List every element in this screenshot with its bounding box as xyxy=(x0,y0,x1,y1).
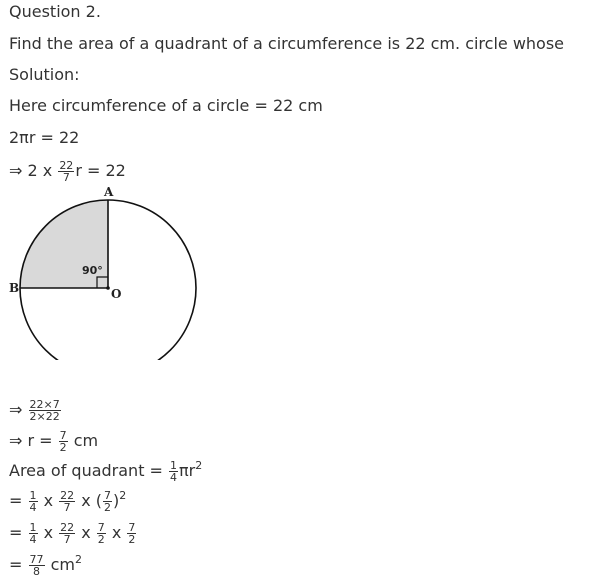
exponent: 2 xyxy=(74,553,82,566)
fraction-numerator: 1 xyxy=(29,489,37,502)
step-lead: = xyxy=(9,491,28,510)
times-sign: x xyxy=(76,523,96,542)
fraction-denominator: 2×22 xyxy=(29,410,60,423)
fraction-denominator: 2 xyxy=(59,441,67,454)
fraction-7-2 xyxy=(59,430,68,453)
fraction-77-8 xyxy=(29,554,45,577)
fraction-22x7-2x22 xyxy=(29,399,61,422)
problem-statement: Find the area of a quadrant of a circumference is 22 cm. circle whose xyxy=(9,34,565,53)
solution-label: Solution: xyxy=(9,65,80,84)
fraction-denominator: 4 xyxy=(29,501,37,514)
angle-label: 90° xyxy=(82,264,103,277)
fraction-denominator: 7 xyxy=(63,533,71,546)
fraction-numerator: 22 xyxy=(59,159,74,172)
fraction-7-2 xyxy=(127,522,136,545)
fraction-denominator: 2 xyxy=(128,533,136,546)
fraction-numerator: 22 xyxy=(60,489,75,502)
step-result xyxy=(9,552,82,578)
label-b: B xyxy=(9,281,20,295)
step-radius xyxy=(9,428,98,454)
step-2pir: 2πr = 22 xyxy=(9,128,80,147)
fraction-numerator: 7 xyxy=(97,521,105,534)
fraction-denominator: 2 xyxy=(104,501,112,514)
fraction-1-4 xyxy=(169,460,178,483)
fraction-denominator: 4 xyxy=(170,471,178,484)
step-area-substitute xyxy=(9,488,126,514)
fraction-numerator: 7 xyxy=(104,489,112,502)
fraction-denominator: 7 xyxy=(62,171,70,184)
times-sign: x xyxy=(106,523,127,542)
fraction-22-7 xyxy=(59,490,75,513)
step-tail: cm xyxy=(45,555,75,574)
question-heading: Question 2. xyxy=(9,2,101,21)
step-tail: πr xyxy=(179,461,196,480)
fraction-numerator: 7 xyxy=(128,521,136,534)
close-paren: ) xyxy=(113,491,120,510)
step-tail: r = 22 xyxy=(75,161,126,180)
fraction-numerator: 22×7 xyxy=(29,398,60,411)
quadrant-figure xyxy=(0,180,210,360)
fraction-denominator: 4 xyxy=(29,533,37,546)
fraction-7-2 xyxy=(97,522,106,545)
step-lead: ⇒ xyxy=(9,400,28,419)
step-circumference: Here circumference of a circle = 22 cm xyxy=(9,96,323,115)
fraction-numerator: 7 xyxy=(59,429,67,442)
fraction-7-2 xyxy=(103,490,112,513)
step-lead: Area of quadrant = xyxy=(9,461,169,480)
step-area-formula xyxy=(9,458,202,484)
times-sign: x xyxy=(38,491,59,510)
step-area-expand xyxy=(9,520,137,546)
fraction-numerator: 1 xyxy=(170,459,178,472)
times-paren: x ( xyxy=(76,491,103,510)
fraction-22-7 xyxy=(59,522,75,545)
fraction-numerator: 22 xyxy=(60,521,75,534)
fraction-numerator: 77 xyxy=(29,553,44,566)
fraction-1-4 xyxy=(29,490,38,513)
step-lead: ⇒ r = xyxy=(9,431,58,450)
step-lead: = xyxy=(9,555,28,574)
step-tail: cm xyxy=(68,431,99,450)
center-point xyxy=(106,286,110,290)
times-sign: x xyxy=(38,523,59,542)
exponent: 2 xyxy=(119,489,127,502)
step-lead: = xyxy=(9,523,28,542)
label-o: O xyxy=(111,287,122,301)
step-simplify xyxy=(9,397,62,423)
label-a: A xyxy=(104,185,114,199)
fraction-denominator: 8 xyxy=(33,565,40,578)
fraction-denominator: 7 xyxy=(63,501,71,514)
fraction-denominator: 2 xyxy=(97,533,105,546)
fraction-numerator: 1 xyxy=(29,521,37,534)
fraction-1-4 xyxy=(29,522,38,545)
step-lead: ⇒ 2 x xyxy=(9,161,58,180)
exponent: 2 xyxy=(195,459,203,472)
